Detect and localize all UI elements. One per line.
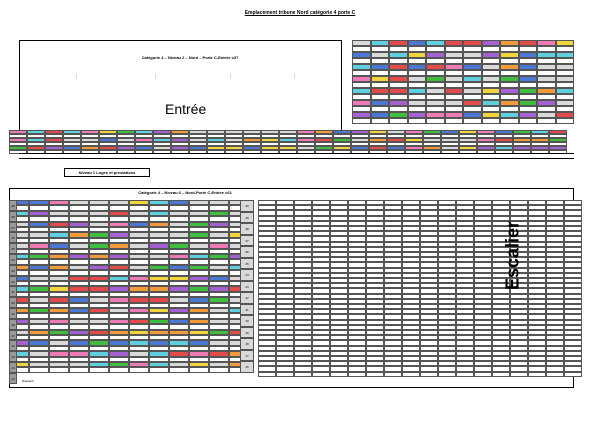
row-number: 26: [9, 232, 17, 243]
seat-cell: [492, 372, 510, 377]
marker-dot: ⋮: [228, 74, 233, 80]
seat-cell: [276, 372, 294, 377]
seat-cell: [420, 372, 438, 377]
separator-line: [19, 158, 574, 159]
seat-cell: [366, 372, 384, 377]
seat-cell: [312, 372, 330, 377]
seat-cell: [537, 118, 556, 124]
row-number: 30: [240, 200, 254, 212]
row-number: 16: [240, 361, 254, 373]
row-number: 18: [240, 338, 254, 350]
row-number: 14: [9, 362, 17, 373]
seat-cell: [209, 367, 229, 372]
row-number: 18: [9, 319, 17, 330]
row-number: 22: [9, 276, 17, 287]
seat-cell: [389, 118, 408, 124]
seat-cell: [129, 367, 149, 372]
seat-cell: [445, 118, 464, 124]
seat-cell: [402, 372, 420, 377]
seat-cell: [463, 118, 482, 124]
row-number: 20: [240, 315, 254, 327]
seat-cell: [352, 118, 371, 124]
row-number: 19: [9, 308, 17, 319]
row-number: 23: [240, 281, 254, 293]
row-number: 29: [9, 200, 17, 211]
row-number: 13: [9, 373, 17, 384]
entree-label: Entrée: [165, 101, 207, 117]
row-number: 21: [240, 304, 254, 316]
row-number: 28: [9, 211, 17, 222]
row-number: 25: [240, 258, 254, 270]
seat-cell: [556, 118, 575, 124]
marker-dot: ⋮: [153, 74, 158, 80]
seat-cell: [510, 372, 528, 377]
marker-dot: ⋮: [74, 74, 79, 80]
footnote: Dispatch: [22, 379, 34, 383]
seat-cell: [29, 367, 49, 372]
row-number: 26: [240, 246, 254, 258]
seat-cell: [546, 372, 564, 377]
seat-cell: [49, 367, 69, 372]
row-number: 27: [9, 222, 17, 233]
niveau-1-label: Niveau 1 Loges et prestations: [64, 168, 150, 177]
row-number: 24: [240, 269, 254, 281]
seat-cell: [294, 372, 312, 377]
seat-cell: [564, 372, 582, 377]
seat-cell: [528, 372, 546, 377]
row-number: 27: [240, 235, 254, 247]
top-box-label: Catégorie 4 – Niveau 2 – Nord – Porte C-Entrée c37: [141, 55, 239, 60]
row-number: 23: [9, 265, 17, 276]
escalier-label: Escalier: [502, 220, 523, 291]
row-number: 15: [9, 351, 17, 362]
seat-cell: [330, 372, 348, 377]
seat-cell: [169, 367, 189, 372]
seat-cell: [474, 372, 492, 377]
row-number: 21: [9, 286, 17, 297]
seat-cell: [438, 372, 456, 377]
seat-cell: [500, 118, 519, 124]
page-title: Emplacement tribune Nord catégorie 4 porte C: [244, 10, 356, 16]
seat-cell: [408, 118, 427, 124]
seat-cell: [69, 367, 89, 372]
row-number: 29: [240, 212, 254, 224]
row-number: 17: [9, 330, 17, 341]
row-number: 24: [9, 254, 17, 265]
seat-cell: [519, 118, 538, 124]
bottom-box-label: Catégorie 4 – Niveau 6 – Nord-Porte C-Entrée c61: [138, 190, 232, 195]
seat-cell: [189, 367, 209, 372]
seat-cell: [426, 118, 445, 124]
seat-cell: [482, 118, 501, 124]
seat-cell: [149, 367, 169, 372]
row-number: 28: [240, 223, 254, 235]
row-number: 20: [9, 297, 17, 308]
seat-cell: [109, 367, 129, 372]
seat-cell: [456, 372, 474, 377]
seat-cell: [371, 118, 390, 124]
marker-dot: ⋮: [292, 74, 297, 80]
seat-cell: [258, 372, 276, 377]
row-number: 22: [240, 292, 254, 304]
row-number: 16: [9, 340, 17, 351]
separator-line: [19, 153, 574, 154]
seat-cell: [89, 367, 109, 372]
seat-cell: [348, 372, 366, 377]
row-number: 25: [9, 243, 17, 254]
row-number: 19: [240, 327, 254, 339]
seat-cell: [384, 372, 402, 377]
row-number: 17: [240, 350, 254, 362]
